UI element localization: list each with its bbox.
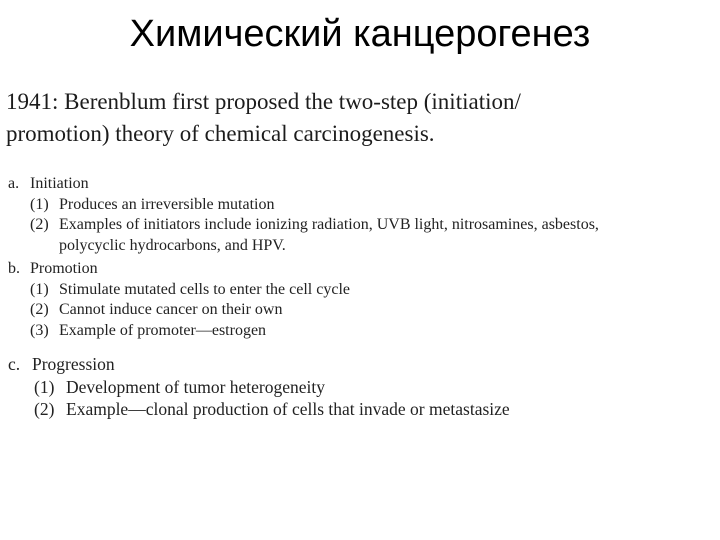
list-item [8, 376, 510, 399]
section-heading-text: Promotion [30, 260, 98, 277]
item-number: (2) [30, 301, 49, 318]
item-number: (1) [30, 280, 49, 298]
list-item [8, 215, 599, 236]
section-heading-text: Progression [32, 354, 115, 374]
section-heading [8, 259, 350, 280]
list-item [8, 300, 350, 321]
section-letter: a. [8, 175, 20, 192]
slide-title: Химический канцерогенез [129, 13, 591, 55]
section-promotion [8, 259, 350, 341]
intro-paragraph [6, 86, 716, 150]
item-number: (3) [30, 321, 49, 339]
section-heading [8, 353, 510, 376]
item-text: Development of tumor heterogeneity [66, 376, 326, 397]
item-text: Example of promoter—estrogen [59, 321, 267, 339]
item-number: (1) [30, 195, 49, 213]
section-letter: b. [8, 260, 20, 277]
item-number: (2) [34, 399, 55, 419]
section-letter: c. [8, 354, 21, 374]
list-item [8, 280, 350, 301]
list-item [8, 398, 510, 421]
item-text: Stimulate mutated cells to enter the cell cycle [59, 280, 350, 298]
item-number: (1) [34, 376, 55, 397]
list-item [8, 321, 350, 342]
item-number: (2) [30, 216, 49, 233]
list-item-continuation: polycyclic hydrocarbons, and HPV. [59, 236, 286, 254]
item-text: Cannot induce cancer on their own [59, 301, 283, 318]
list-item [8, 195, 599, 216]
section-initiation [8, 174, 599, 256]
intro-line: 1941: Berenblum first proposed the two-step (initiation/ [6, 89, 521, 114]
item-text: Example—clonal production of cells that invade or metastasize [66, 399, 510, 419]
section-progression [8, 353, 510, 421]
item-text: Produces an irreversible mutation [59, 195, 275, 213]
section-heading-text: Initiation [30, 175, 89, 192]
section-heading [8, 174, 599, 195]
intro-line: promotion) theory of chemical carcinogenesis. [6, 121, 435, 146]
item-text: Examples of initiators include ionizing radiation, UVB light, nitrosamines, asbestos, [59, 216, 599, 233]
